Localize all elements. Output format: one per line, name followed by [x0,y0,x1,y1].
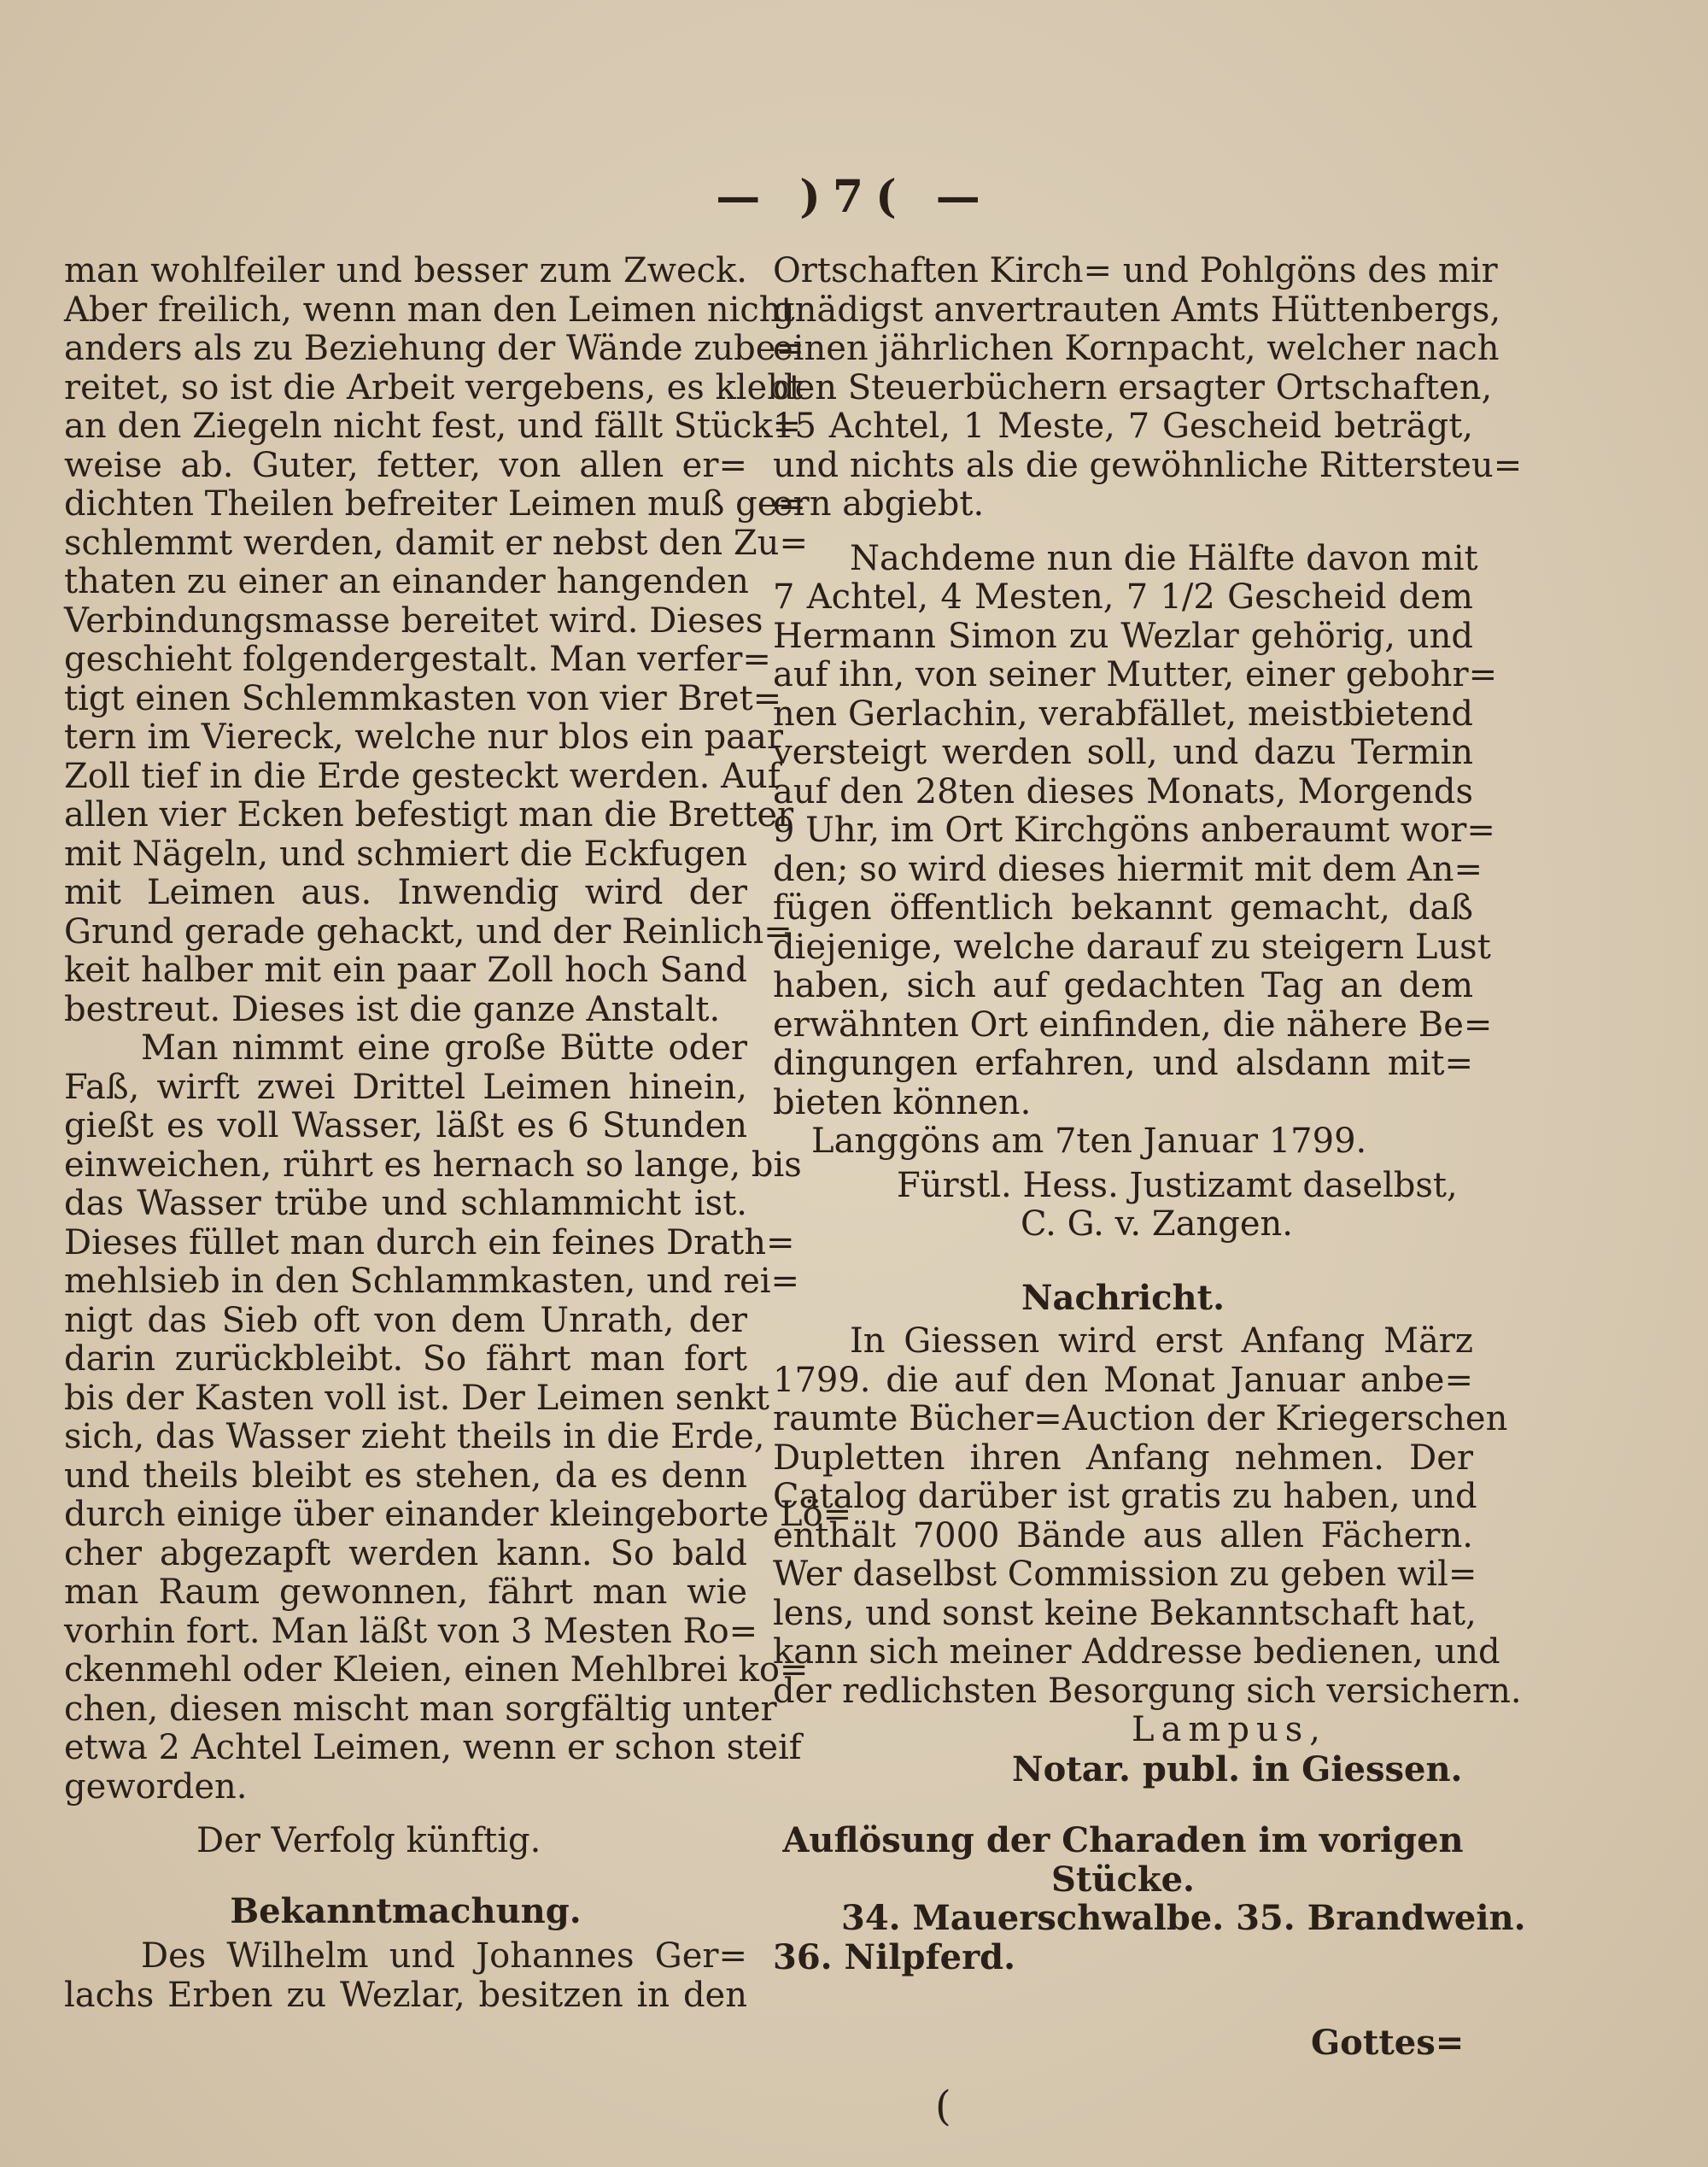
text-line: haben, sich auf gedachten Tag an dem [773,966,1473,1005]
text-line: 9 Uhr, im Ort Kirchgöns anberaumt wor= [773,811,1495,850]
text-line: man Raum gewonnen, fährt man wie [64,1573,747,1612]
text-line: 7 Achtel, 4 Mesten, 7 1/2 Gescheid dem [773,577,1473,617]
text-line: Grund gerade gehackt, und der Reinlich= [64,911,793,952]
left-column [64,251,852,2015]
text-line: keit halber mit ein paar Zoll hoch Sand [64,951,747,990]
text-line: Nachdeme nun die Hälfte davon mit [850,538,1478,578]
text-line: ern abgiebt. [773,484,985,524]
text-line: dichten Theilen befreiter Leimen muß ge= [64,484,806,524]
text-line: geworden. [64,1766,248,1807]
charade-heading-continued: Stücke. [1051,1859,1195,1900]
text-line: schlemmt werden, damit er nebst den Zu= [64,523,808,563]
text-line: ckenmehl oder Kleien, einen Mehlbrei ko= [64,1650,809,1690]
text-line: bestreut. Dieses ist die ganze Anstalt. [64,989,721,1029]
text-line: darin zurückbleibt. So fährt man fort [64,1339,747,1379]
text-line: fügen öffentlich bekannt gemacht, daß [773,888,1473,928]
text-line: den Steuerbüchern ersagter Ortschaften, [773,367,1493,407]
text-line: sich, das Wasser zieht theils in die Erde, [64,1417,765,1456]
text-paragraph [773,538,1498,1123]
charade-answers: 34. Mauerschwalbe. 35. Brandwein. [841,1898,1526,1938]
text-paragraph [64,1028,852,1807]
text-line: thaten zu einer an einander hangenden [64,562,749,601]
text-line: geschieht folgendergestalt. Man verfer= [64,640,771,679]
charade-heading: Auflösung der Charaden im vorigen [782,1820,1464,1860]
page-number: — )7( — [716,171,992,223]
text-line: diejenige, welche darauf zu steigern Lust [773,927,1491,967]
text-line: lachs Erben zu Wezlar, besitzen in den [64,1975,747,2015]
text-line: Faß, wirft zwei Drittel Leimen hinein, [64,1067,747,1107]
right-column [773,251,1526,1977]
text-line: erwähnten Ort einfinden, die nähere Be= [773,1004,1493,1045]
text-line: cher abgezapft werden kann. So bald [64,1533,747,1573]
text-line: mit Nägeln, und schmiert die Eckfugen [64,834,747,874]
text-line: nigt das Sieb oft von dem Unrath, der [64,1300,747,1340]
charade-answers: 36. Nilpferd. [773,1936,1016,1977]
place-date: Langgöns am 7ten Januar 1799. [811,1122,1367,1161]
notice-signer-title: Notar. publ. in Giessen. [1012,1748,1463,1789]
notice-heading: Nachricht. [1021,1277,1225,1318]
text-line: Zoll tief in die Erde gesteckt werden. Auf [64,756,781,796]
text-line: etwa 2 Achtel Leimen, wenn er schon steif [64,1728,802,1767]
continuation-note: Der Verfolg künftig. [196,1821,541,1860]
text-line: und theils bleibt es stehen, da es denn [64,1455,747,1496]
text-line: anders als zu Beziehung der Wände zube= [64,329,804,368]
text-line: Man nimmt eine große Bütte oder [141,1028,747,1068]
text-line: Aber freilich, wenn man den Leimen nicht [64,290,795,330]
text-line: auf ihn, von seiner Mutter, einer gebohr= [773,655,1498,694]
text-line: das Wasser trübe und schlammicht ist. [64,1184,747,1223]
text-line: bis der Kasten voll ist. Der Leimen senkt [64,1378,769,1418]
text-line: Dieses füllet man durch ein feines Drath= [64,1222,795,1262]
text-line: versteigt werden soll, und dazu Termin [773,733,1473,772]
notice-signer: Lampus, [1132,1710,1327,1749]
text-line: man wohlfeiler und besser zum Zweck. [64,251,747,290]
text-line: durch einige über einander kleingeborte Lö= [64,1495,852,1534]
text-paragraph [773,251,1523,524]
text-line: tigt einen Schlemmkasten von vier Bret= [64,678,782,718]
text-line: lens, und sonst keine Bekanntschaft hat, [773,1593,1477,1633]
text-line: reitet, so ist die Arbeit vergebens, es klebt [64,367,803,407]
text-line: den; so wird dieses hiermit mit dem An= [773,849,1483,889]
text-line: gnädigst anvertrauten Amts Hüttenbergs, [773,290,1501,330]
text-line: einen jährlichen Kornpacht, welcher nach [773,329,1500,368]
text-line: Hermann Simon zu Wezlar gehörig, und [773,616,1473,656]
text-line: 15 Achtel, 1 Meste, 7 Gescheid beträgt, [773,407,1473,446]
catchword: Gottes= [1311,2023,1465,2063]
announcement-heading: Bekanntmachung. [230,1890,582,1931]
text-line: kann sich meiner Addresse bedienen, und [773,1632,1500,1672]
text-line: 1799. die auf den Monat Januar anbe= [773,1360,1473,1400]
issuing-office: Fürstl. Hess. Justizamt daselbst, [897,1165,1458,1205]
text-line: chen, diesen mischt man sorgfältig unter [64,1689,777,1729]
text-line: Verbindungsmasse bereitet wird. Dieses [64,600,763,641]
signatory: C. G. v. Zangen. [1021,1204,1294,1244]
text-line: enthält 7000 Bände aus allen Fächern. [773,1515,1473,1555]
text-line: mehlsieb in den Schlammkasten, und rei= [64,1262,800,1301]
text-line: Catalog darüber ist gratis zu haben, und [773,1477,1477,1516]
text-line: bieten können. [773,1082,1032,1122]
text-line: tern im Viereck, welche nur blos ein paar [64,717,783,757]
text-line: allen vier Ecken befestigt man die Bretter [64,795,794,835]
text-line: mit Leimen aus. Inwendig wird der [64,873,747,912]
text-line: raumte Bücher=Auction der Kriegerschen [773,1399,1508,1438]
text-line: Ortschaften Kirch= und Pohlgöns des mir [773,251,1498,290]
text-line: einweichen, rührt es hernach so lange, bis [64,1145,802,1185]
text-line: dingungen erfahren, und alsdann mit= [773,1044,1473,1083]
text-line: Wer daselbst Commission zu geben wil= [773,1555,1477,1594]
text-line: auf den 28ten dieses Monats, Morgends [773,771,1473,811]
text-line: In Giessen wird erst Anfang März [850,1321,1473,1361]
signature-mark: ( [935,2082,951,2130]
text-line: gießt es voll Wasser, läßt es 6 Stunden [64,1106,747,1145]
text-paragraph [64,251,808,1029]
text-line: an den Ziegeln nicht fest, und fällt Stück= [64,407,802,446]
text-line: vorhin fort. Man läßt von 3 Mesten Ro= [64,1611,758,1651]
text-line: Des Wilhelm und Johannes Ger= [141,1936,747,1976]
text-line: der redlichsten Besorgung sich versichern. [773,1671,1522,1711]
text-line: Dupletten ihren Anfang nehmen. Der [773,1438,1473,1478]
text-line: nen Gerlachin, verabfället, meistbietend [773,694,1473,734]
text-line: und nichts als die gewöhnliche Rittersteu= [773,445,1523,485]
text-line: weise ab. Guter, fetter, von allen er= [64,445,747,485]
